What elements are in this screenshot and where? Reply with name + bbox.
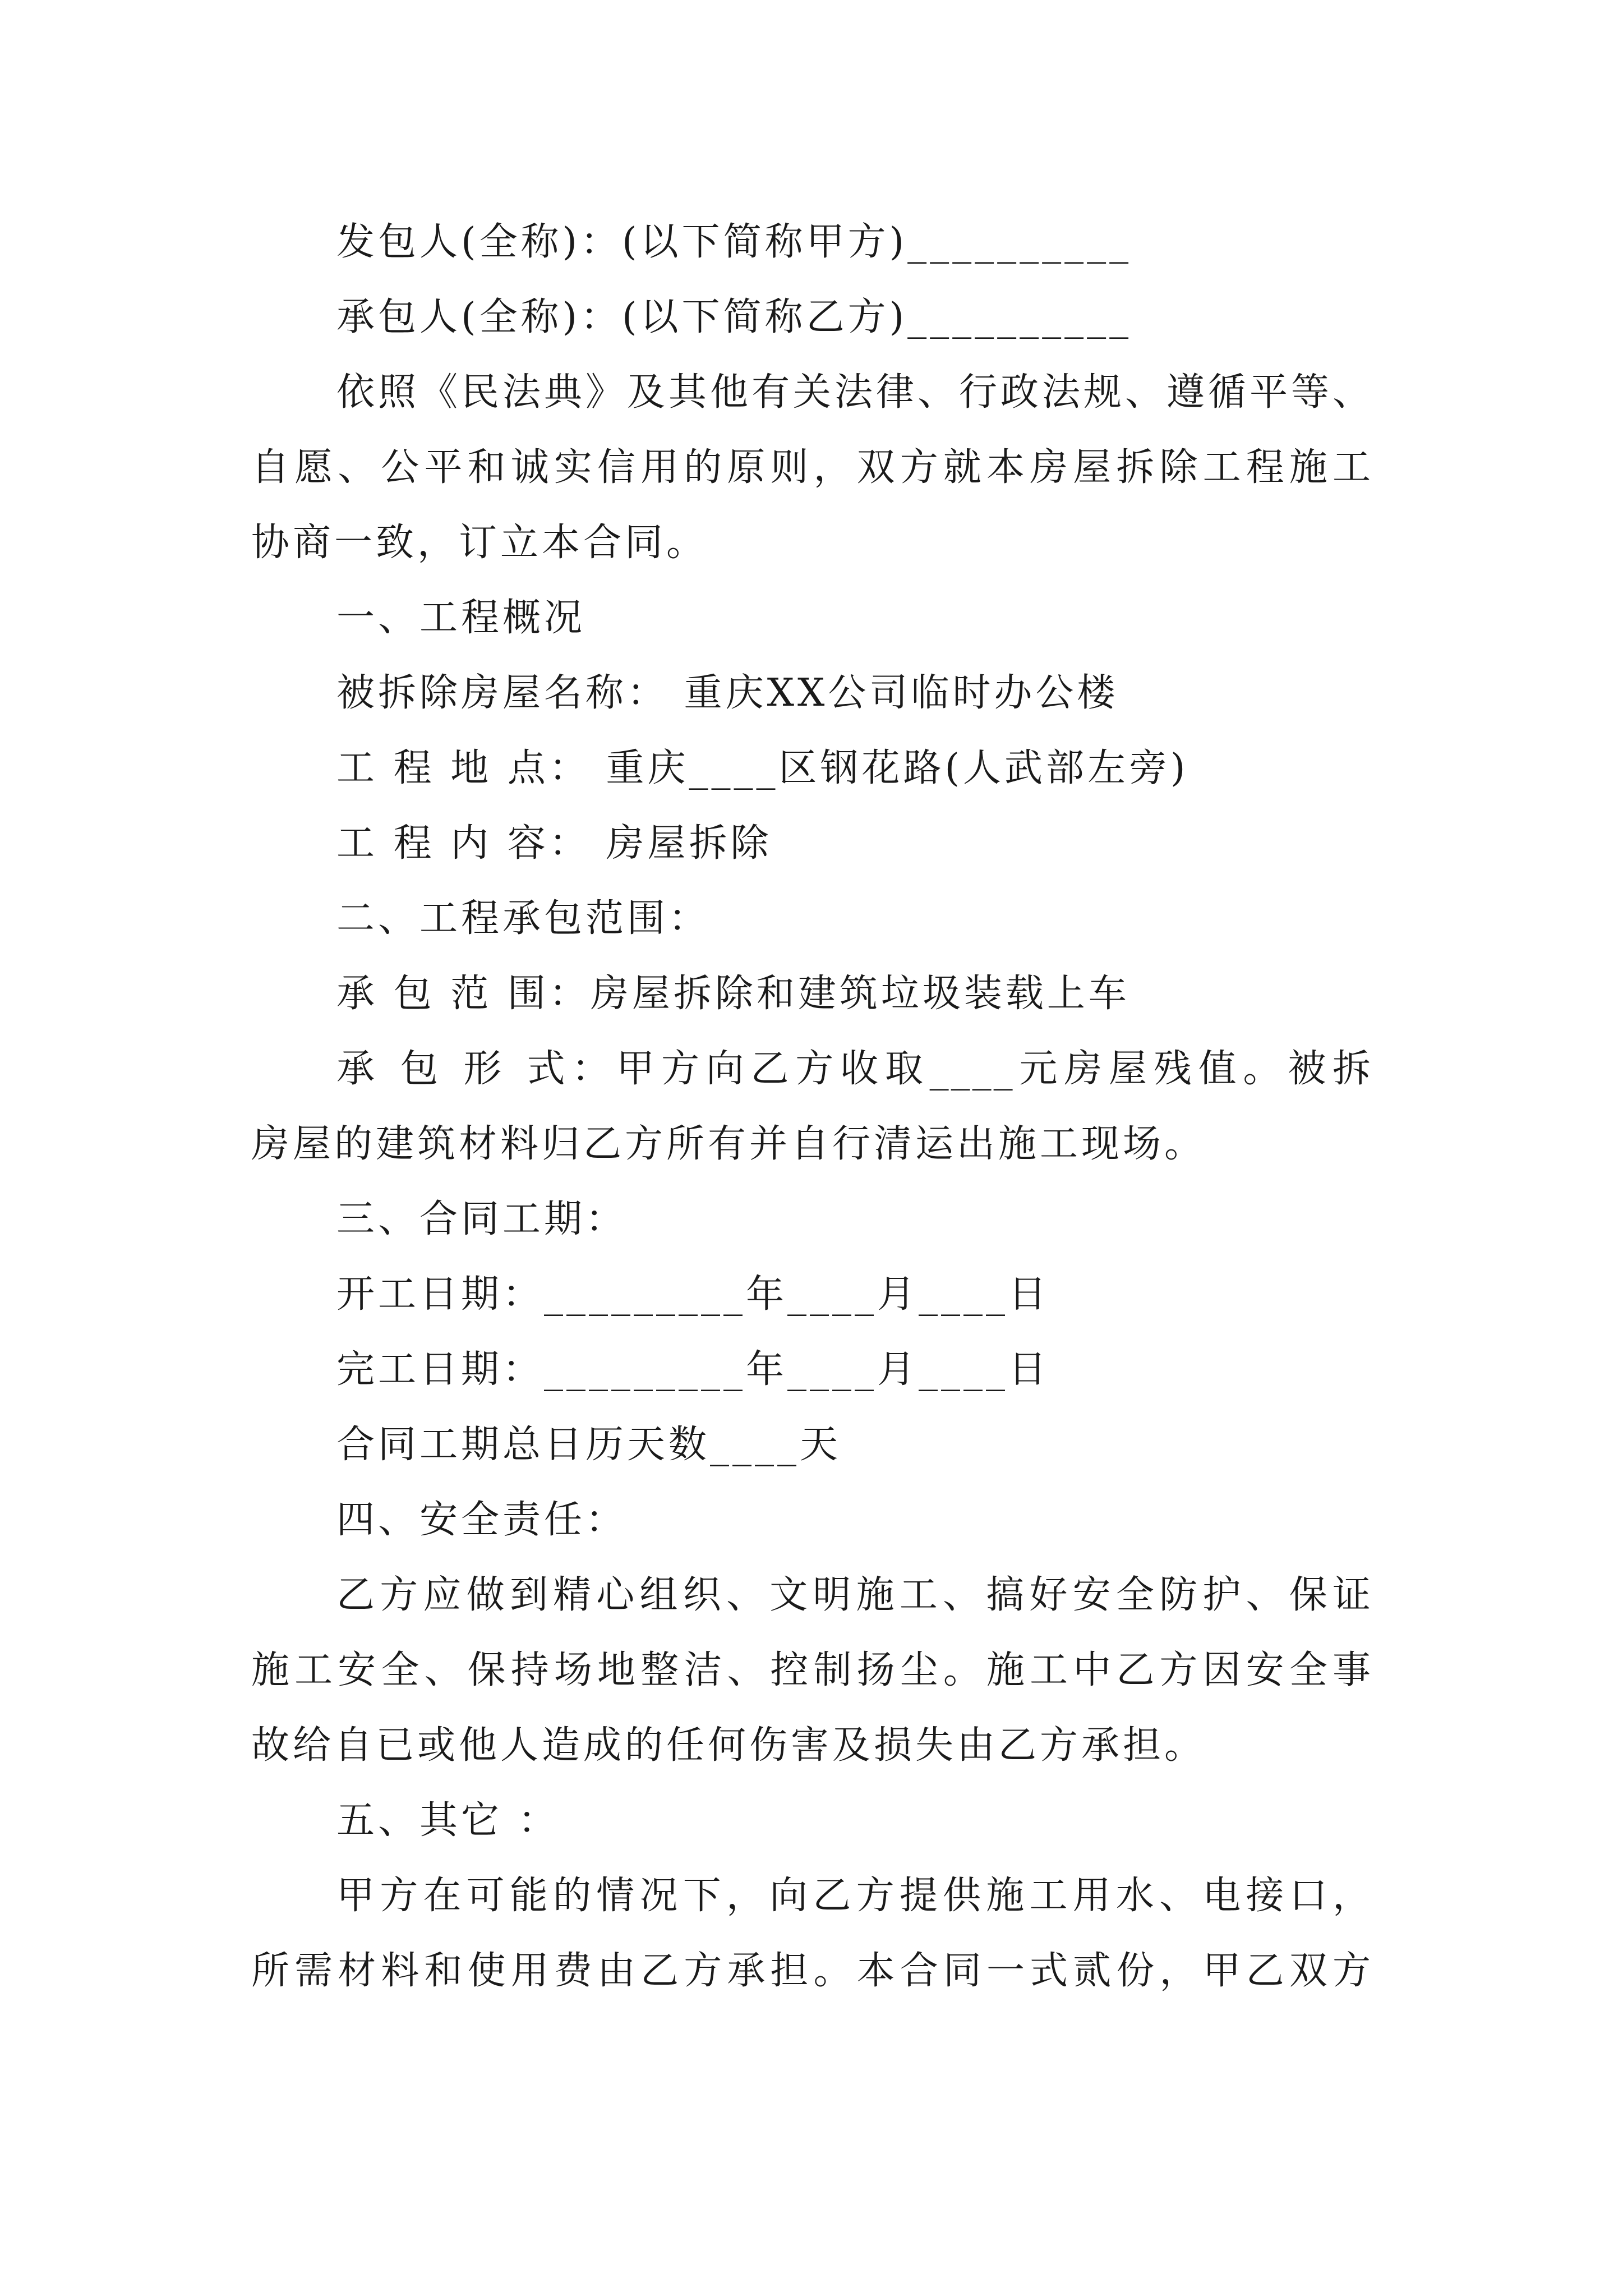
safety-line-1: 乙方应做到精心组织、文明施工、搞好安全防护、保证 [336,1573,1373,1617]
contract-scope-line: 承 包 范 围：房屋拆除和建筑垃圾装载上车 [336,972,1130,1016]
section-1-heading: 一、工程概况 [336,596,586,640]
section-3-heading: 三、合同工期： [336,1197,628,1241]
project-location-line: 工 程 地 点： 重庆____区钢花路(人武部左旁) [336,746,1189,790]
section-5-heading: 五、其它 ： [336,1798,560,1843]
preamble-line-1: 依照《民法典》及其他有关法律、行政法规、遵循平等、 [336,370,1373,415]
total-days-line: 合同工期总日历天数____天 [336,1423,842,1467]
section-2-heading: 二、工程承包范围： [336,896,711,941]
building-name-line: 被拆除房屋名称： 重庆XX公司临时办公楼 [336,671,1119,715]
project-content-line: 工 程 内 容： 房屋拆除 [336,821,772,866]
party-b-line: 承包人(全称)：(以下简称乙方)__________ [336,295,1132,339]
preamble-line-3: 协商一致，订立本合同。 [251,521,708,565]
section-4-heading: 四、安全责任： [336,1498,628,1542]
safety-line-3: 故给自已或他人造成的任何伤害及损失由乙方承担。 [251,1723,1206,1768]
party-a-line: 发包人(全称)：(以下简称甲方)__________ [336,220,1132,264]
contract-form-line-2: 房屋的建筑材料归乙方所有并自行清运出施工现场。 [251,1122,1206,1166]
preamble-line-2: 自愿、公平和诚实信用的原则，双方就本房屋拆除工程施工 [251,445,1373,490]
safety-line-2: 施工安全、保持场地整洁、控制扬尘。施工中乙方因安全事 [251,1648,1373,1692]
other-line-2: 所需材料和使用费由乙方承担。本合同一式贰份，甲乙双方 [251,1949,1373,1993]
start-date-line: 开工日期：_________年____月____日 [336,1272,1050,1317]
contract-form-line-1: 承 包 形 式：甲方向乙方收取____元房屋残值。被拆 [336,1047,1373,1091]
other-line-1: 甲方在可能的情况下，向乙方提供施工用水、电接口， [336,1874,1373,1918]
end-date-line: 完工日期：_________年____月____日 [336,1347,1050,1392]
